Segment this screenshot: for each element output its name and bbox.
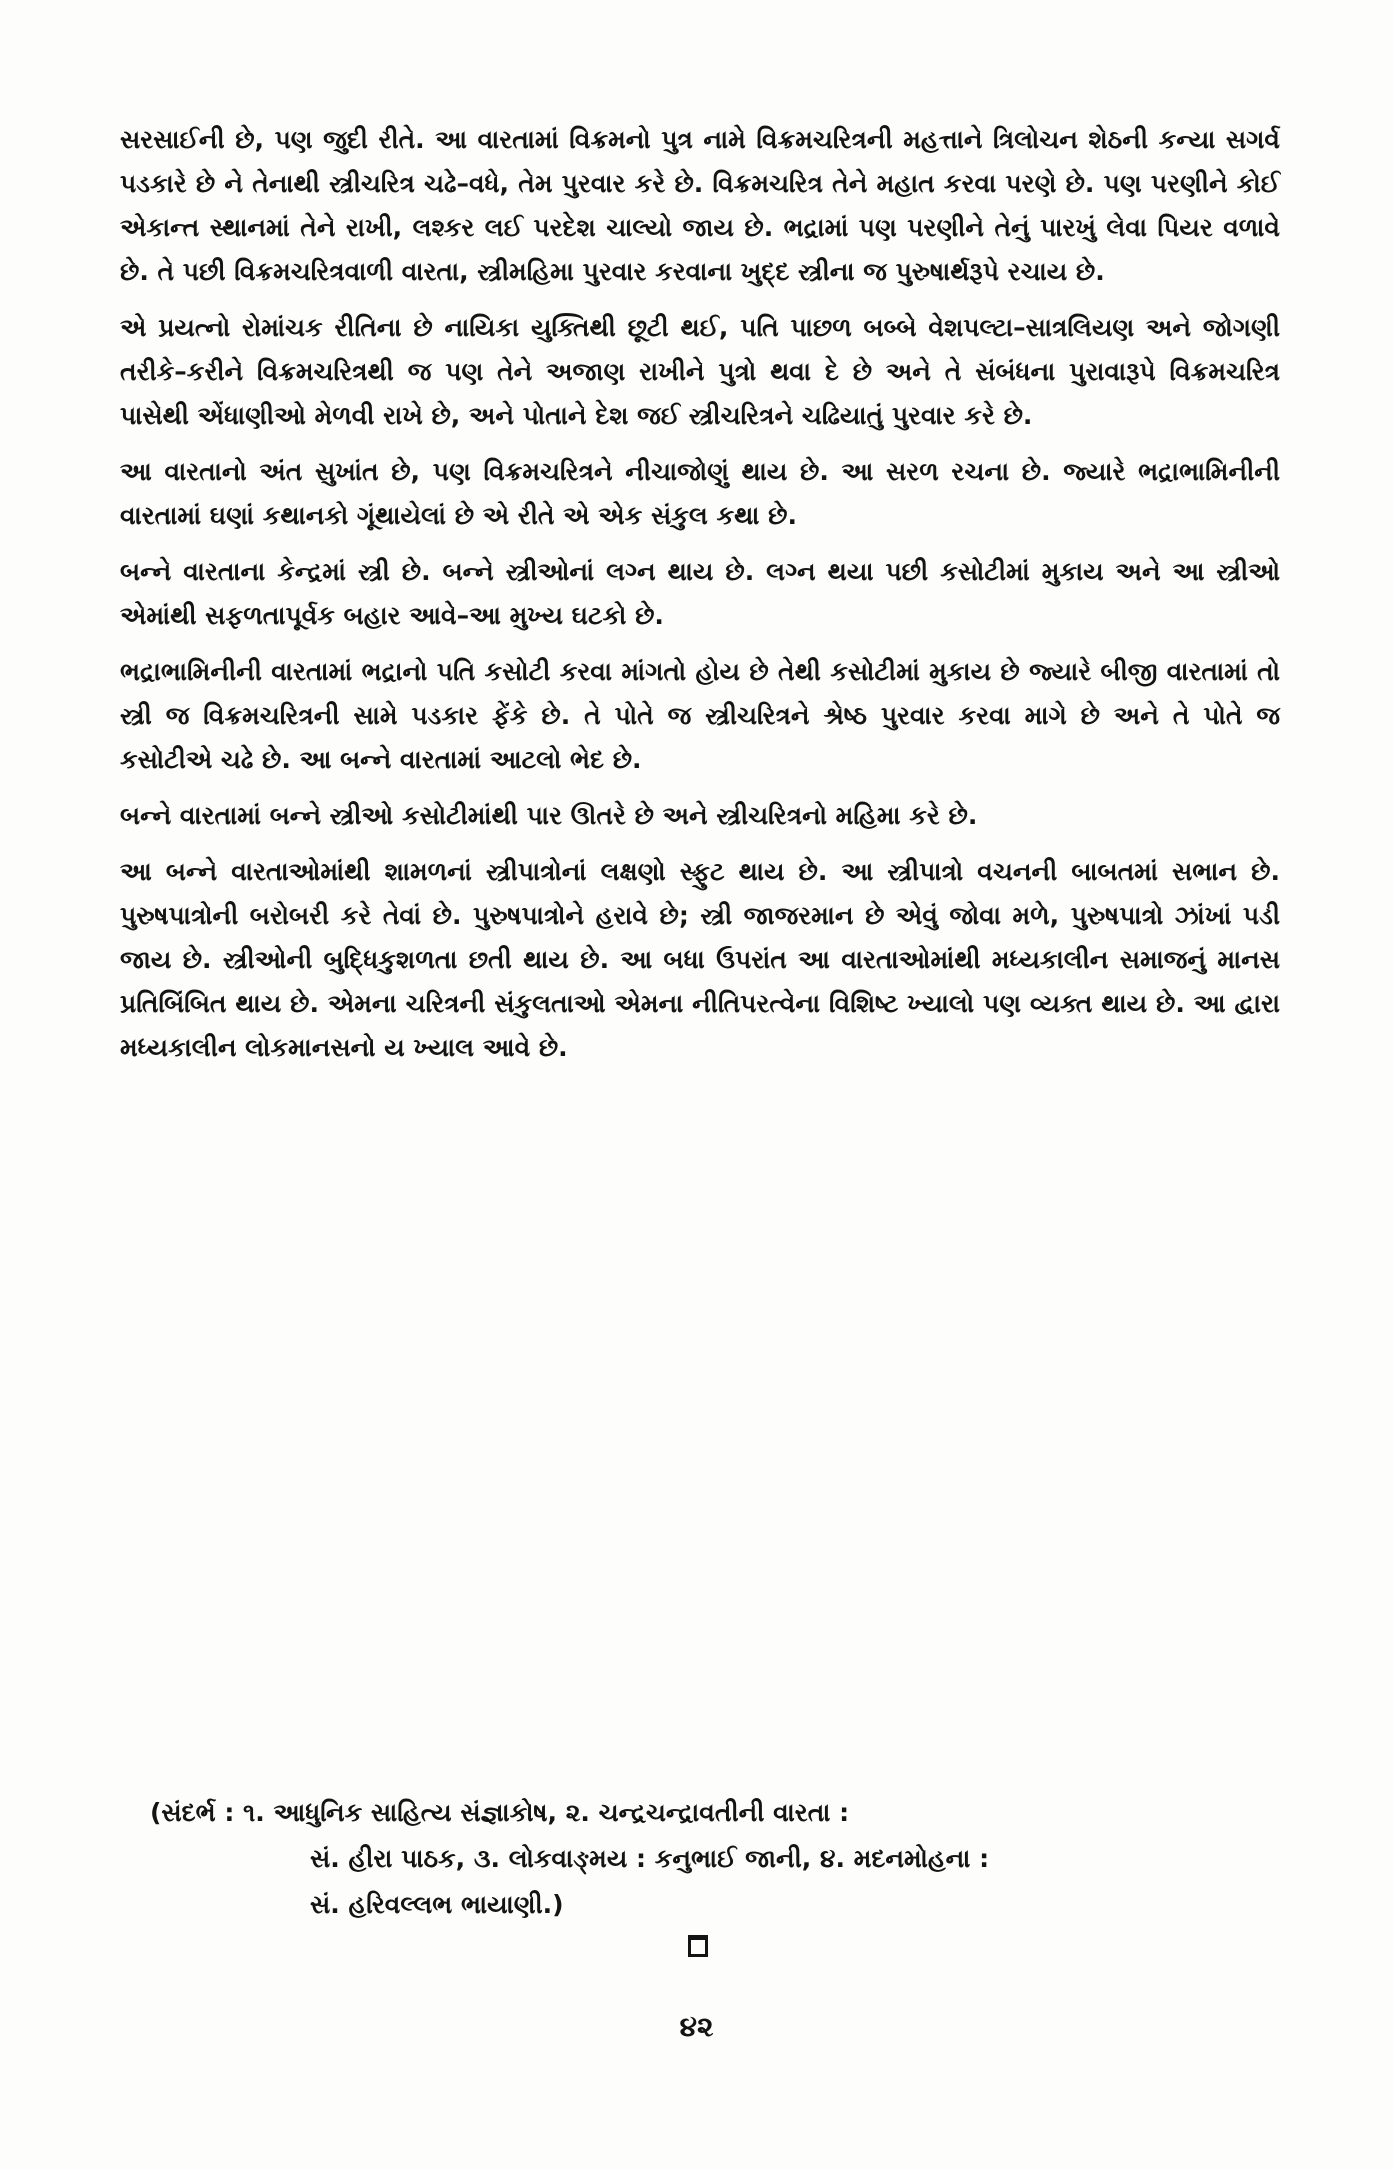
references — [150, 1790, 1290, 1928]
paragraph-4: બન્ને વારતાના કેન્દ્રમાં સ્ત્રી છે. બન્ને સ્ત્રીઓનાં લગ્ન થાય છે. લગ્ન થયા પછી કસોટીમાં મુકાય અને આ સ્ત્રીઓ એમાંથી સફળતાપૂર્વક બહાર આવે–આ મુખ્ય ઘટકો છે. — [120, 557, 1280, 630]
paragraph-7: આ બન્ને વારતાઓમાંથી શામળનાં સ્ત્રીપાત્રોનાં લક્ષણો સ્ફુટ થાય છે. આ સ્ત્રીપાત્રો વચનની બાબતમાં સભાન છે. પુરુષપાત્રોની બરોબરી કરે તેવાં છે. પુરુષપાત્રોને હરાવે છે; સ્ત્રી જાજરમાન છે એવું જોવા મળે, પુરુષપાત્રો ઝાંખાં પડી જાય છે. સ્ત્રીઓની બુદ્ધિકુશળતા છતી થાય છે. આ બધા ઉપરાંત આ વારતાઓમાંથી મધ્યકાલીન સમાજનું માનસ પ્રતિબિંબિત થાય છે. એમના ચરિત્રની સંકુલતાઓ એમના નીતિપરત્વેના વિશિષ્ટ ખ્યાલો પણ વ્યક્ત થાય છે. આ દ્વારા મધ્યકાલીન લોકમાનસનો ય ખ્યાલ આવે છે. — [120, 857, 1280, 1062]
paragraph-1: સરસાઈની છે, પણ જુદી રીતે. આ વારતામાં વિક્રમનો પુત્ર નામે વિક્રમચરિત્રની મહત્તાને ત્રિલોચન શેઠની કન્યા સગર્વ પડકારે છે ને તેનાથી સ્ત્રીચરિત્ર ચઢે–વધે, તેમ પુરવાર કરે છે. વિક્રમચરિત્ર તેને મહાત કરવા પરણે છે. પણ પરણીને કોઈ એકાન્ત સ્થાનમાં તેને રાખી, લશ્કર લઈ પરદેશ ચાલ્યો જાય છે. ભદ્રામાં પણ પરણીને તેનું પારખું લેવા પિયર વળાવે છે. તે પછી વિક્રમચરિત્રવાળી વારતા, સ્ત્રીમહિમા પુરવાર કરવાના ખુદ્દ સ્ત્રીના જ પુરુષાર્થરૂપે રચાય છે. — [120, 125, 1280, 286]
reference-line-2: સં. હીરા પાઠક, ૩. લોકવાઙ્મય : કનુભાઈ જાની, ૪. મદનમોહના : — [310, 1844, 990, 1873]
body-text — [120, 118, 1280, 1082]
reference-line-1: (સંદર્ભ : ૧. આધુનિક સાહિત્ય સંજ્ઞાકોષ, ૨. ચન્દ્રચન્દ્રાવતીની વારતા : — [150, 1798, 850, 1827]
paragraph-2: એ પ્રયત્નો રોમાંચક રીતિના છે નાયિકા યુક્તિથી છૂટી થઈ, પતિ પાછળ બબ્બે વેશપલ્ટા–સાત્રલિયણ અને જોગણી તરીકે–કરીને વિક્રમચરિત્રથી જ પણ તેને અજાણ રાખીને પુત્રો થવા દે છે અને તે સંબંધના પુરાવારૂપે વિક્રમચરિત્ર પાસેથી એંધાણીઓ મેળવી રાખે છે, અને પોતાને દેશ જઈ સ્ત્રીચરિત્રને ચઢિયાતું પુરવાર કરે છે. — [120, 313, 1280, 430]
section-end-mark-icon — [688, 1935, 708, 1957]
paragraph-6: બન્ને વારતામાં બન્ને સ્ત્રીઓ કસોટીમાંથી પાર ઊતરે છે અને સ્ત્રીચરિત્રનો મહિમા કરે છે. — [120, 801, 978, 830]
page-number: ૪૨ — [679, 2010, 714, 2043]
reference-line-3: સં. હરિવલ્લભ ભાયાણી.) — [310, 1890, 564, 1919]
paragraph-3: આ વારતાનો અંત સુખાંત છે, પણ વિક્રમચરિત્રને નીચાજોણું થાય છે. આ સરળ રચના છે. જ્યારે ભદ્રાભામિનીની વારતામાં ઘણાં કથાનકો ગૂંથાયેલાં છે એ રીતે એ એક સંકુલ કથા છે. — [120, 457, 1280, 530]
paragraph-5: ભદ્રાભામિનીની વારતામાં ભદ્રાનો પતિ કસોટી કરવા માંગતો હોય છે તેથી કસોટીમાં મુકાય છે જ્યારે બીજી વારતામાં તો સ્ત્રી જ વિક્રમચરિત્રની સામે પડકાર ફેંકે છે. તે પોતે જ સ્ત્રીચરિત્રને શ્રેષ્ઠ પુરવાર કરવા માગે છે અને તે પોતે જ કસોટીએ ચઢે છે. આ બન્ને વારતામાં આટલો ભેદ છે. — [120, 657, 1280, 774]
